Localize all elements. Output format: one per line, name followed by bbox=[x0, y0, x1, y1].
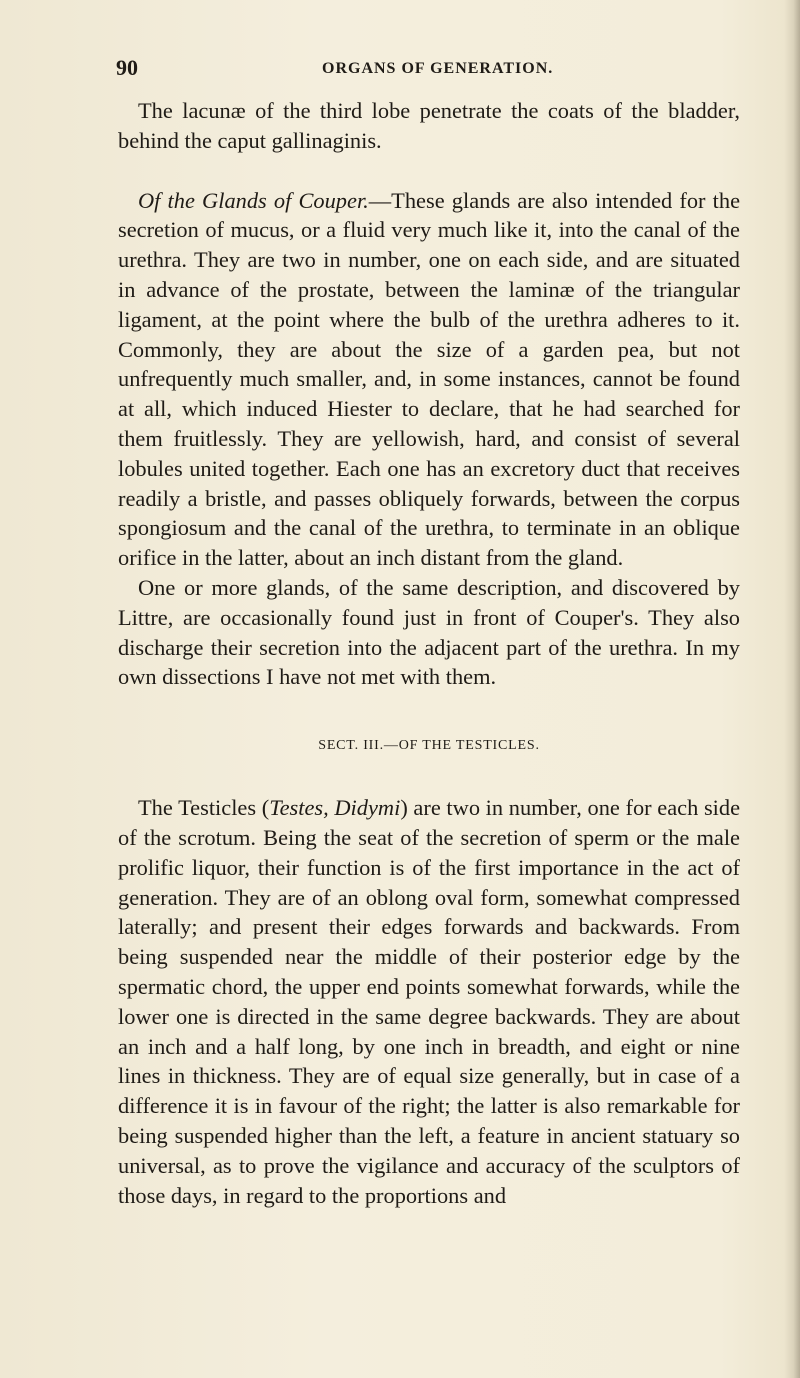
page-edge-shadow bbox=[784, 0, 800, 1378]
testicles-text-rest: ) are two in number, one for each side of the scrotum. Being the seat of the secretion of sperm or the male prolific liquor, their function is of the first importance in the act of generation. They are of an oblong oval form, somewhat compressed laterally; and present their edges forwards and backwards. From being suspended near the middle of their posterior edge by the spermatic chord, the upper end points somewhat forwards, while the lower one is directed in the same degree backwards. They are about an inch and a half long, by one inch in breadth, and eight or nine lines in thickness. They are of equal size generally, but in case of a difference it is in favour of the right; the latter is also remarkable for being suspended higher than the left, a feature in ancient statuary so universal, as to prove the vigilance and accuracy of the sculptors of those days, in regard to the proportions and bbox=[118, 795, 741, 1208]
running-head: ORGANS OF GENERATION. bbox=[322, 60, 554, 77]
page-header bbox=[116, 55, 756, 89]
testicles-text-start: The Testicles ( bbox=[138, 795, 270, 821]
paragraph-littre-glands: One or more glands, of the same description, and discovered by Littre, are occasionally found just in front of Couper's. They also discharge their secretion into the adjacent part of the urethra. In my own dissections I have not met with them. bbox=[118, 574, 740, 690]
paragraph-title-glands-of-couper: Of the Glands of Couper. bbox=[138, 187, 369, 213]
paragraph-body-glands-of-couper: —These glands are also intended for the secretion of mucus, or a fluid very much like it, into the canal of the urethra. They are two in number, one on each side, and are situated in advance of the prostate, between the laminæ of the triangular ligament, at the point where the bulb of the urethra adheres to it. Commonly, they are about the size of a garden pea, but not unfrequently much smaller, and, in some instances, cannot be found at all, which induced Hiester to declare, that he had searched for them fruitlessly. They are yellowish, hard, and consist of several lobules united together. Each one has an excretory duct that receives readily a bristle, and passes obliquely forwards, between the corpus spongiosum and the canal of the urethra, to terminate in an oblique orifice in the latter, about an inch distant from the gland. bbox=[118, 187, 741, 571]
paragraph-glands-of-couper bbox=[118, 186, 740, 573]
testicles-latin-names: Testes, Didymi bbox=[269, 795, 401, 821]
paragraph-lacunae: The lacunæ of the third lobe penetrate the coats of the bladder, behind the caput gallinaginis. bbox=[118, 98, 740, 153]
page-number: 90 bbox=[116, 55, 138, 80]
section-heading: SECT. III.—OF THE TESTICLES. bbox=[318, 738, 540, 754]
paragraph-testicles bbox=[118, 793, 740, 1210]
body-text bbox=[118, 96, 740, 1210]
